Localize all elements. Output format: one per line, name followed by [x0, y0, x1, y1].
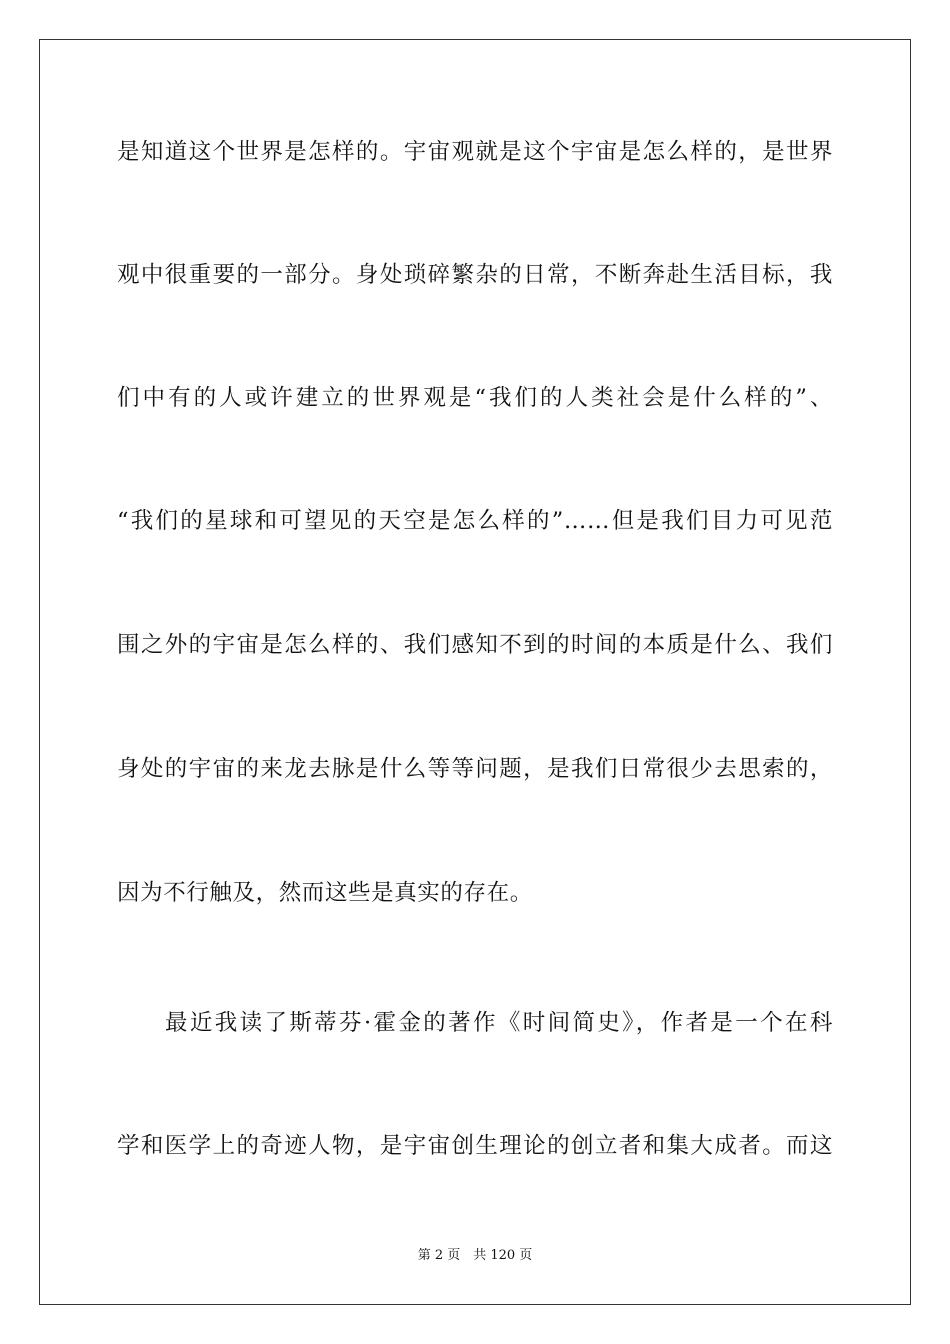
- paragraph-line: 身处的宇宙的来龙去脉是什么等等问题，是我们日常很少去思索的，: [117, 756, 833, 782]
- paragraph-line: 们中有的人或许建立的世界观是“我们的人类社会是什么样的”、: [117, 385, 833, 411]
- paragraph-line: 是知道这个世界是怎样的。宇宙观就是这个宇宙是怎么样的，是世界: [117, 139, 833, 165]
- paragraph-first-line: 最近我读了斯蒂芬·霍金的著作《时间简史》，作者是一个在科: [165, 1010, 833, 1036]
- page-number-footer: 第 2 页 共 120 页: [417, 1248, 533, 1263]
- paragraph-line: 学和医学上的奇迹人物，是宇宙创生理论的创立者和集大成者。而这: [117, 1133, 833, 1159]
- page-border: [39, 39, 911, 1305]
- paragraph-line: 围之外的宇宙是怎么样的、我们感知不到的时间的本质是什么、我们: [117, 632, 833, 658]
- paragraph-line: 观中很重要的一部分。身处琐碎繁杂的日常，不断奔赴生活目标，我: [117, 262, 833, 288]
- paragraph-line-last: 因为不行触及，然而这些是真实的存在。: [117, 880, 533, 906]
- paragraph-line: “我们的星球和可望见的天空是怎么样的”……但是我们目力可见范: [117, 508, 833, 534]
